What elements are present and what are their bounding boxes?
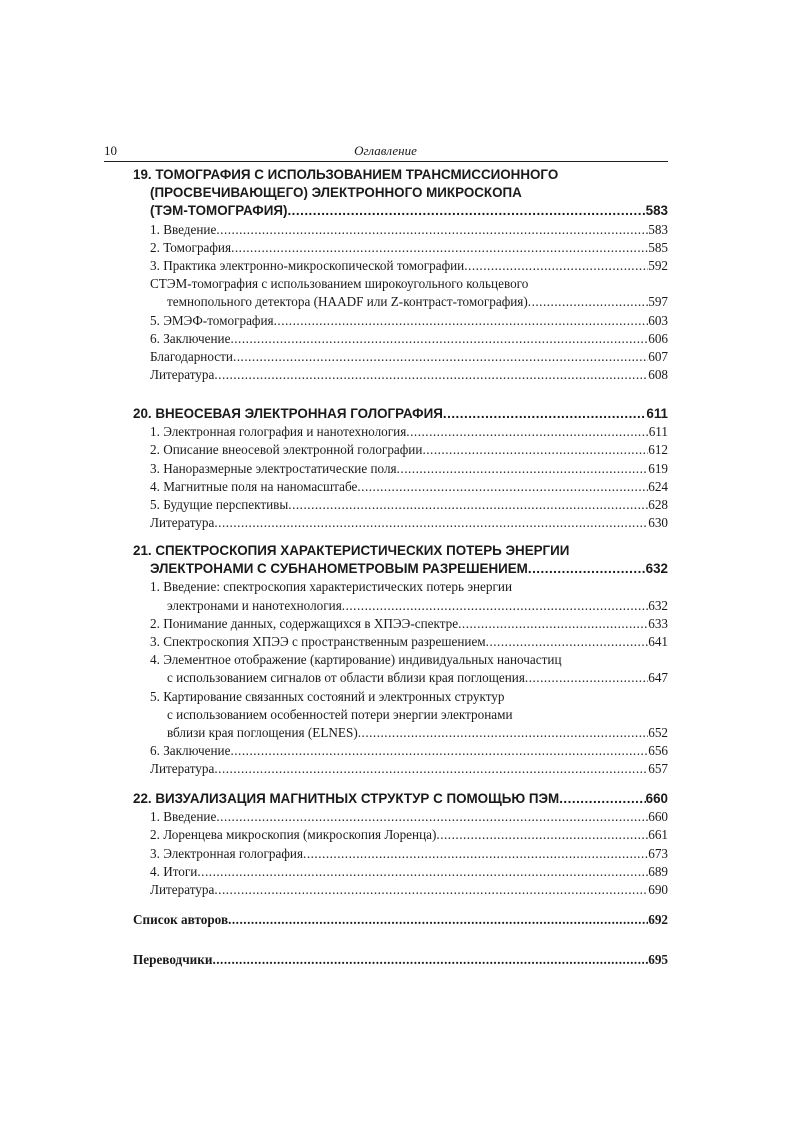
toc-entry bbox=[150, 496, 668, 514]
toc-entry bbox=[150, 348, 668, 366]
toc-entry-line: 5. Картирование связанных состояний и электронных структур bbox=[150, 688, 505, 704]
toc-entry-title: 2. Понимание данных, содержащихся в ХПЭЭ-спектре bbox=[150, 615, 459, 631]
toc-entry bbox=[167, 724, 668, 742]
toc-entry bbox=[150, 808, 668, 826]
toc-entry-line: СТЭМ-томография с использованием широкоугольного кольцевого bbox=[150, 276, 529, 292]
dot-leader bbox=[342, 597, 648, 615]
toc-entry bbox=[167, 293, 668, 311]
toc-entry-page: 647 bbox=[648, 670, 668, 686]
dot-leader bbox=[228, 911, 648, 929]
toc-entry bbox=[150, 221, 668, 239]
toc-extra-entry-page: 695 bbox=[648, 952, 668, 967]
toc-entry-page: 628 bbox=[648, 497, 668, 512]
toc-extra-entry-page: 692 bbox=[648, 912, 668, 927]
chapter-heading-title: 22. ВИЗУАЛИЗАЦИЯ МАГНИТНЫХ СТРУКТУР С ПОМОЩЬЮ ПЭМ bbox=[133, 791, 560, 806]
dot-leader bbox=[288, 496, 648, 514]
dot-leader bbox=[214, 881, 648, 899]
toc-entry-title: Благодарности bbox=[150, 349, 233, 364]
toc-entry bbox=[150, 441, 668, 459]
dot-leader bbox=[436, 826, 648, 844]
toc-entry-title: 3. Электронная голография bbox=[150, 845, 304, 861]
dot-leader bbox=[464, 257, 648, 275]
toc-entry-title: 4. Итоги bbox=[150, 863, 198, 879]
toc-entry-title: электронами и нанотехнология bbox=[167, 597, 342, 613]
toc-entry bbox=[150, 460, 668, 478]
toc-entry-title: 5. Будущие перспективы bbox=[150, 497, 289, 512]
dot-leader bbox=[230, 330, 648, 348]
toc-entry bbox=[150, 239, 668, 257]
chapter-heading-page: 632 bbox=[645, 561, 668, 577]
toc-entry-page: 612 bbox=[648, 442, 668, 458]
toc-entry-title: 5. ЭМЭФ-томография bbox=[150, 312, 274, 328]
toc-entry-page: 660 bbox=[648, 809, 668, 825]
toc-entry-page: 624 bbox=[648, 478, 668, 494]
toc-entry-page: 611 bbox=[648, 424, 668, 440]
dot-leader bbox=[528, 293, 648, 311]
chapter-heading-title: (ТЭМ-ТОМОГРАФИЯ) bbox=[150, 203, 288, 219]
toc-entry-title: Литература bbox=[150, 882, 215, 897]
chapter-heading-page: 660 bbox=[645, 791, 668, 806]
toc-entry-title: Литература bbox=[150, 515, 215, 531]
toc-entry bbox=[167, 597, 668, 615]
toc-entry-page: 656 bbox=[648, 743, 668, 759]
dot-leader bbox=[422, 441, 648, 459]
dot-leader bbox=[406, 423, 648, 441]
toc-entry-title: 1. Введение bbox=[150, 809, 217, 825]
toc-entry bbox=[150, 366, 668, 384]
toc-entry bbox=[150, 514, 668, 532]
dot-leader bbox=[486, 633, 649, 651]
toc-entry bbox=[150, 863, 668, 881]
toc-extra-entry-title: Переводчики bbox=[133, 952, 213, 967]
toc-entry-title: 2. Томография bbox=[150, 239, 232, 255]
toc-entry-line: 4. Элементное отображение (картирование) индивидуальных наночастиц bbox=[150, 652, 562, 668]
dot-leader bbox=[230, 742, 648, 760]
toc-entry-page: 597 bbox=[648, 294, 668, 310]
toc-entry-page: 583 bbox=[648, 221, 668, 237]
toc-entry-title: с использованием сигналов от области вблизи края поглощения bbox=[167, 670, 525, 686]
dot-leader bbox=[216, 808, 648, 826]
toc-entry-title: 3. Спектроскопия ХПЭЭ с пространственным разрешением bbox=[150, 634, 486, 649]
toc-extra-entry bbox=[133, 951, 668, 969]
running-title: Оглавление bbox=[354, 143, 417, 158]
dot-leader bbox=[559, 790, 645, 808]
toc-entry-title: 6. Заключение bbox=[150, 743, 231, 759]
toc-entry-page: 689 bbox=[648, 863, 668, 879]
toc-entry-page: 690 bbox=[648, 882, 668, 897]
toc-entry-title: 2. Лоренцева микроскопия (микроскопия Лоренца) bbox=[150, 827, 437, 843]
chapter-heading bbox=[150, 560, 668, 578]
toc-entry bbox=[150, 845, 668, 863]
dot-leader bbox=[197, 863, 648, 881]
toc-entry-page: 673 bbox=[648, 845, 668, 861]
toc-entry bbox=[150, 330, 668, 348]
toc-entry-page: 633 bbox=[648, 615, 668, 631]
toc-entry-title: Литература bbox=[150, 761, 215, 777]
toc-entry-page: 657 bbox=[648, 761, 668, 777]
dot-leader bbox=[214, 760, 648, 778]
dot-leader bbox=[214, 366, 648, 384]
toc-entry bbox=[150, 760, 668, 778]
dot-leader bbox=[525, 669, 648, 687]
toc-entry-page: 632 bbox=[648, 597, 668, 613]
page-header bbox=[104, 143, 667, 161]
toc-entry bbox=[150, 633, 668, 651]
toc-entry-title: темнопольного детектора (HAADF или Z-контраст-томография) bbox=[167, 294, 528, 310]
dot-leader bbox=[528, 560, 646, 578]
chapter-heading-line: (ПРОСВЕЧИВАЮЩЕГО) ЭЛЕКТРОННОГО МИКРОСКОПА bbox=[150, 185, 522, 201]
toc-entry-page: 603 bbox=[648, 312, 668, 328]
toc-entry-line: 1. Введение: спектроскопия характеристических потерь энергии bbox=[150, 579, 513, 595]
dot-leader bbox=[212, 951, 648, 969]
dot-leader bbox=[443, 405, 647, 423]
dot-leader bbox=[303, 845, 648, 863]
toc-entry-title: 3. Наноразмерные электростатические поля bbox=[150, 460, 397, 476]
dot-leader bbox=[458, 615, 648, 633]
dot-leader bbox=[216, 221, 648, 239]
toc-entry bbox=[150, 312, 668, 330]
toc-entry bbox=[150, 478, 668, 496]
chapter-heading-line: 21. СПЕКТРОСКОПИЯ ХАРАКТЕРИСТИЧЕСКИХ ПОТЕРЬ ЭНЕРГИИ bbox=[133, 543, 570, 558]
toc-entry-page: 661 bbox=[648, 827, 668, 843]
dot-leader bbox=[233, 348, 648, 366]
toc-entry bbox=[150, 826, 668, 844]
toc-entry bbox=[150, 742, 668, 760]
toc-entry-title: 1. Электронная голография и нанотехнология bbox=[150, 424, 407, 440]
chapter-heading-page: 611 bbox=[646, 406, 668, 421]
toc-entry-page: 585 bbox=[648, 239, 668, 255]
chapter-heading bbox=[133, 405, 668, 423]
dot-leader bbox=[357, 478, 648, 496]
toc-entry bbox=[150, 257, 668, 275]
toc-entry-page: 608 bbox=[648, 367, 668, 383]
toc-entry-page: 641 bbox=[648, 634, 668, 649]
toc-entry-title: 6. Заключение bbox=[150, 330, 231, 346]
chapter-heading-title: ЭЛЕКТРОНАМИ С СУБНАНОМЕТРОВЫМ РАЗРЕШЕНИЕМ bbox=[150, 561, 528, 577]
dot-leader bbox=[358, 724, 649, 742]
toc-entry-line: с использованием особенностей потери энергии электронами bbox=[167, 706, 513, 722]
dot-leader bbox=[231, 239, 648, 257]
toc-entry-page: 652 bbox=[648, 725, 668, 740]
toc-entry bbox=[150, 423, 668, 441]
toc-entry-page: 607 bbox=[648, 349, 668, 364]
toc-entry-title: 3. Практика электронно-микроскопической томографии bbox=[150, 258, 465, 273]
toc-entry-page: 619 bbox=[648, 460, 668, 476]
header-rule bbox=[104, 161, 668, 162]
toc-entry-title: 2. Описание внеосевой электронной голографии bbox=[150, 442, 423, 458]
toc-entry-title: 4. Магнитные поля на наномасштабе bbox=[150, 478, 358, 494]
toc-entry-title: Литература bbox=[150, 367, 215, 383]
toc-entry-title: 1. Введение bbox=[150, 221, 217, 237]
toc-entry-page: 592 bbox=[648, 258, 668, 273]
toc-entry bbox=[167, 669, 668, 687]
toc-entry bbox=[150, 881, 668, 899]
chapter-heading-page: 583 bbox=[645, 203, 668, 219]
chapter-heading bbox=[150, 202, 668, 220]
dot-leader bbox=[397, 460, 649, 478]
chapter-heading-title: 20. ВНЕОСЕВАЯ ЭЛЕКТРОННАЯ ГОЛОГРАФИЯ bbox=[133, 406, 443, 421]
dot-leader bbox=[274, 312, 649, 330]
toc-entry-page: 606 bbox=[648, 330, 668, 346]
toc-entry-page: 630 bbox=[648, 515, 668, 531]
toc-entry-title: вблизи края поглощения (ELNES) bbox=[167, 725, 358, 740]
toc-entry bbox=[150, 615, 668, 633]
page-number: 10 bbox=[104, 143, 117, 158]
chapter-heading-line: 19. ТОМОГРАФИЯ С ИСПОЛЬЗОВАНИЕМ ТРАНСМИССИОННОГО bbox=[133, 167, 559, 182]
toc-extra-entry-title: Список авторов bbox=[133, 912, 229, 927]
chapter-heading bbox=[133, 790, 668, 808]
dot-leader bbox=[214, 514, 648, 532]
toc-extra-entry bbox=[133, 911, 668, 929]
dot-leader bbox=[287, 202, 645, 220]
